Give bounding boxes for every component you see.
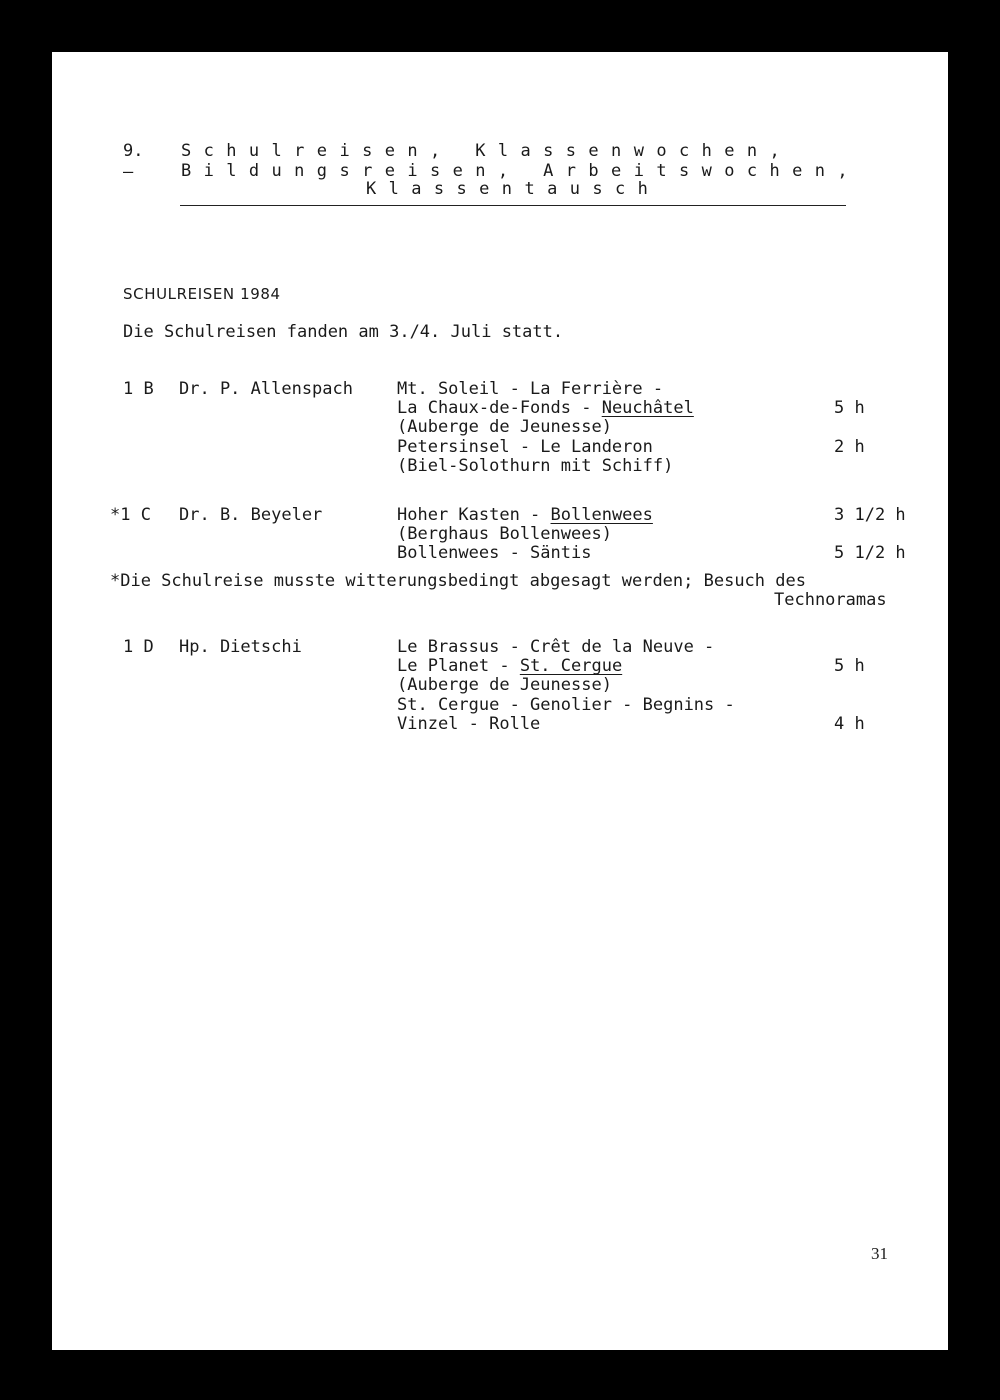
page-number: 31 <box>871 1244 888 1263</box>
heading-number: 9. <box>123 141 144 161</box>
entry-class: 1 D <box>123 637 154 657</box>
route-text: Vinzel - Rolle <box>397 713 541 734</box>
entry-teacher: Dr. B. Beyeler <box>179 505 323 525</box>
route-duration: 2 h <box>834 436 865 457</box>
route-line <box>397 638 714 657</box>
route-line <box>397 676 612 695</box>
route-line <box>397 457 673 476</box>
route-duration: 3 1/2 h <box>834 505 906 525</box>
route-text: (Auberge de Jeunesse) <box>397 675 612 696</box>
route-text: (Auberge de Jeunesse) <box>397 417 612 438</box>
route-text: Petersinsel - Le Landeron <box>397 436 653 457</box>
entry-teacher: Dr. P. Allenspach <box>179 379 353 399</box>
route-line <box>397 544 591 563</box>
route-duration: 4 h <box>834 713 865 734</box>
route-destination-underlined: Neuchâtel <box>601 398 694 419</box>
heading-dash: — <box>123 162 134 182</box>
route-line <box>397 696 735 715</box>
route-text: (Biel-Solothurn mit Schiff) <box>397 455 674 476</box>
route-line <box>397 657 622 676</box>
route-duration: 5 h <box>834 656 865 677</box>
heading-line-2: Bildungsreisen, Arbeitswochen, <box>181 161 861 181</box>
route-duration: 5 1/2 h <box>834 543 906 564</box>
route-text: Le Brassus - Crêt de la Neuve - <box>397 637 715 657</box>
footnote-line-2: Technoramas <box>774 590 887 610</box>
entry-class: *1 C <box>110 505 151 525</box>
footnote-line-1: *Die Schulreise musste witterungsbedingt abgesagt werden; Besuch des <box>110 571 806 591</box>
intro-text: Die Schulreisen fanden am 3./4. Juli statt. <box>123 322 564 342</box>
document-page <box>52 52 948 1350</box>
section-title: SCHULREISEN 1984 <box>123 285 281 303</box>
route-text: Le Planet - <box>397 656 520 677</box>
route-line <box>397 438 653 457</box>
route-line <box>397 525 612 544</box>
route-line <box>397 380 663 399</box>
route-text: La Chaux-de-Fonds - <box>397 398 602 419</box>
route-text: Mt. Soleil - La Ferrière - <box>397 379 664 399</box>
entry-class: 1 B <box>123 379 154 399</box>
heading-line-1: Schulreisen, Klassenwochen, <box>181 141 793 161</box>
route-destination-underlined: St. Cergue <box>519 656 623 677</box>
route-line <box>397 418 612 437</box>
route-destination-underlined: Bollenwees <box>550 505 653 525</box>
route-text: (Berghaus Bollenwees) <box>397 524 612 545</box>
route-text: St. Cergue - Genolier - Begnins - <box>397 694 735 715</box>
route-line <box>397 715 540 734</box>
heading-line-3: Klassentausch <box>366 179 661 199</box>
route-line <box>397 399 694 418</box>
entry-teacher: Hp. Dietschi <box>179 637 302 657</box>
heading-underline <box>180 205 846 206</box>
route-duration: 5 h <box>834 398 865 419</box>
route-line <box>397 506 653 525</box>
route-text: Hoher Kasten - <box>397 505 551 525</box>
route-text: Bollenwees - Säntis <box>397 543 592 564</box>
